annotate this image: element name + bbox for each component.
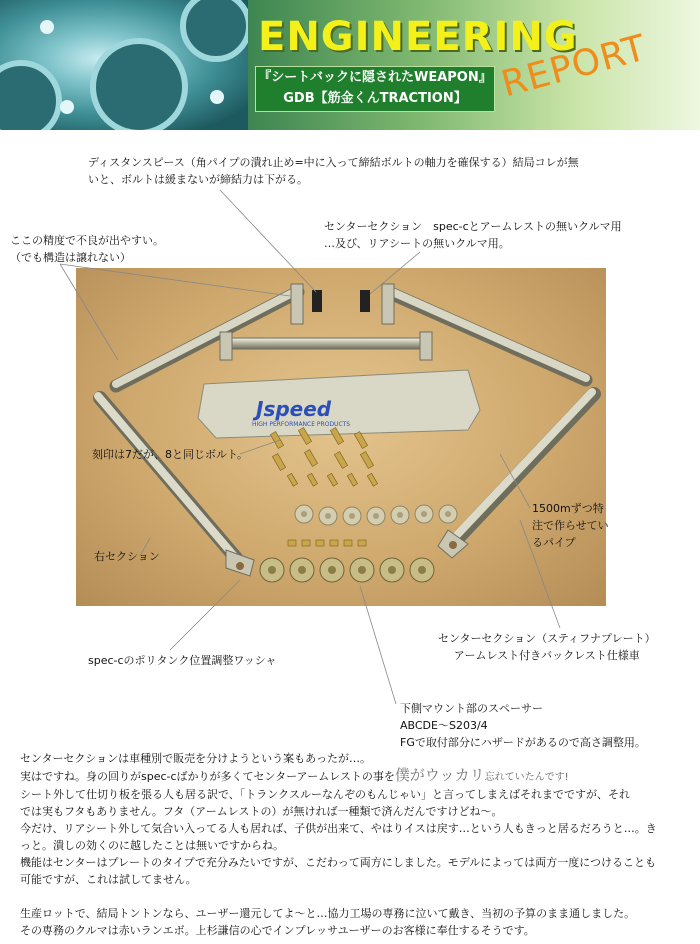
paragraph: 可能ですが、これは試してません。 bbox=[20, 873, 197, 886]
paragraph: っと。潰しの効くのに越したことは無いですからね。 bbox=[20, 839, 284, 852]
report-script-text: REPORT bbox=[497, 27, 651, 106]
annotation-distance-spacer: ディスタンスピース（角パイプの潰れ止め=中に入って締結ボルトの軸力を確保する）結局コレが無 いと、ボルトは緩まないが締結力は下がる。 bbox=[88, 156, 579, 186]
article-body bbox=[20, 750, 685, 939]
bolt-hole bbox=[40, 20, 54, 34]
bolt-group bbox=[270, 428, 377, 487]
annotation-precision: ここの精度で不良が出やすい。 （でも構造は譲れない） bbox=[10, 234, 164, 264]
annotation-pipe: 1500mずつ特 注で作らせてい るパイプ bbox=[532, 502, 609, 549]
paragraph: センターセクションは車種別で販売を分けようという案もあったが…。 bbox=[20, 752, 372, 765]
paragraph: 今だけ、リアシート外して気合い入ってる人も居れば、子供が出来て、やはりイスは戻す…という人もきっと居るだろうと…。き bbox=[20, 822, 657, 835]
paragraph: 生産ロットで、結局トントンなら、ユーザー還元してよ～と…協力工場の専務に泣いて戴き、当初の予算のまま通しました。 bbox=[20, 907, 636, 920]
spacer-row bbox=[260, 558, 434, 582]
annotation-right-section: 右セクション bbox=[94, 550, 160, 563]
stiffener-plate bbox=[198, 370, 480, 438]
cylinder-bore bbox=[90, 38, 188, 130]
engine-block-photo bbox=[0, 0, 248, 130]
annotation-washer: spec-cのポリタンク位置調整ワッシャ bbox=[88, 654, 277, 667]
cylinder-bore bbox=[180, 0, 248, 62]
annotation-center-section: センターセクション spec-cとアームレストの無いクルマ用 …及び、リアシートの無いクルマ用。 bbox=[324, 220, 622, 250]
distance-spacer bbox=[360, 290, 370, 312]
center-section-bar bbox=[220, 332, 432, 360]
nut-row bbox=[288, 540, 366, 546]
paragraph: 実はですね。身の回りがspec-cばかりが多くてセンターアームレストの事を僕がウッカリ忘れていたんです! bbox=[20, 766, 569, 784]
paragraph: その専務のクルマは赤いランエボ。上杉謙信の心でインプレッサユーザーのお客様に奉仕するそうです。 bbox=[20, 924, 535, 937]
left-upper-pipe bbox=[116, 284, 303, 386]
emphasis-text: 僕がウッカリ bbox=[394, 766, 485, 784]
cylinder-bore bbox=[0, 60, 62, 130]
small-text: 忘れていたんです! bbox=[484, 772, 569, 783]
annotation-spacer: 下側マウント部のスペーサー ABCDE～S203/4 FGで取付部分にハザードがあるので高さ調整用。 bbox=[400, 702, 646, 749]
page-title: ENGINEERING bbox=[258, 14, 578, 60]
annotation-stiffener: センターセクション（スティフナプレート） アームレスト付きバックレスト仕様車 bbox=[438, 632, 656, 662]
paragraph: シート外して仕切り板を張る人も居る訳で、「トランクスルーなんぞのもんじゃい」と言ってしまえばそれまでですが、それ bbox=[20, 788, 630, 801]
subtitle-box bbox=[255, 66, 495, 112]
paragraph: 機能はセンターはプレートのタイプで充分みたいですが、こだわって両方にしました。モデルによっては両方一度につけることも bbox=[20, 856, 657, 869]
header-banner bbox=[0, 0, 700, 130]
distance-spacer bbox=[312, 290, 322, 312]
svg-text:HIGH PERFORMANCE PRODUCTS: HIGH PERFORMANCE PRODUCTS bbox=[252, 421, 351, 428]
right-upper-pipe bbox=[382, 284, 586, 380]
subtitle-line-2: GDB【筋金くんTRACTION】 bbox=[283, 91, 467, 106]
svg-text:Jspeed: Jspeed bbox=[256, 397, 332, 421]
annotation-bolts: 刻印は7だが、8と同じボルト。 bbox=[92, 448, 249, 461]
subtitle-line-1: 『シートバックに隠されたWEAPON』 bbox=[258, 70, 492, 85]
bolt-hole bbox=[60, 100, 74, 114]
bolt-hole bbox=[210, 90, 224, 104]
paragraph: では実もフタもありません。フタ（アームレストの）が無ければ一種類で済んだんですけどね～。 bbox=[20, 805, 503, 818]
